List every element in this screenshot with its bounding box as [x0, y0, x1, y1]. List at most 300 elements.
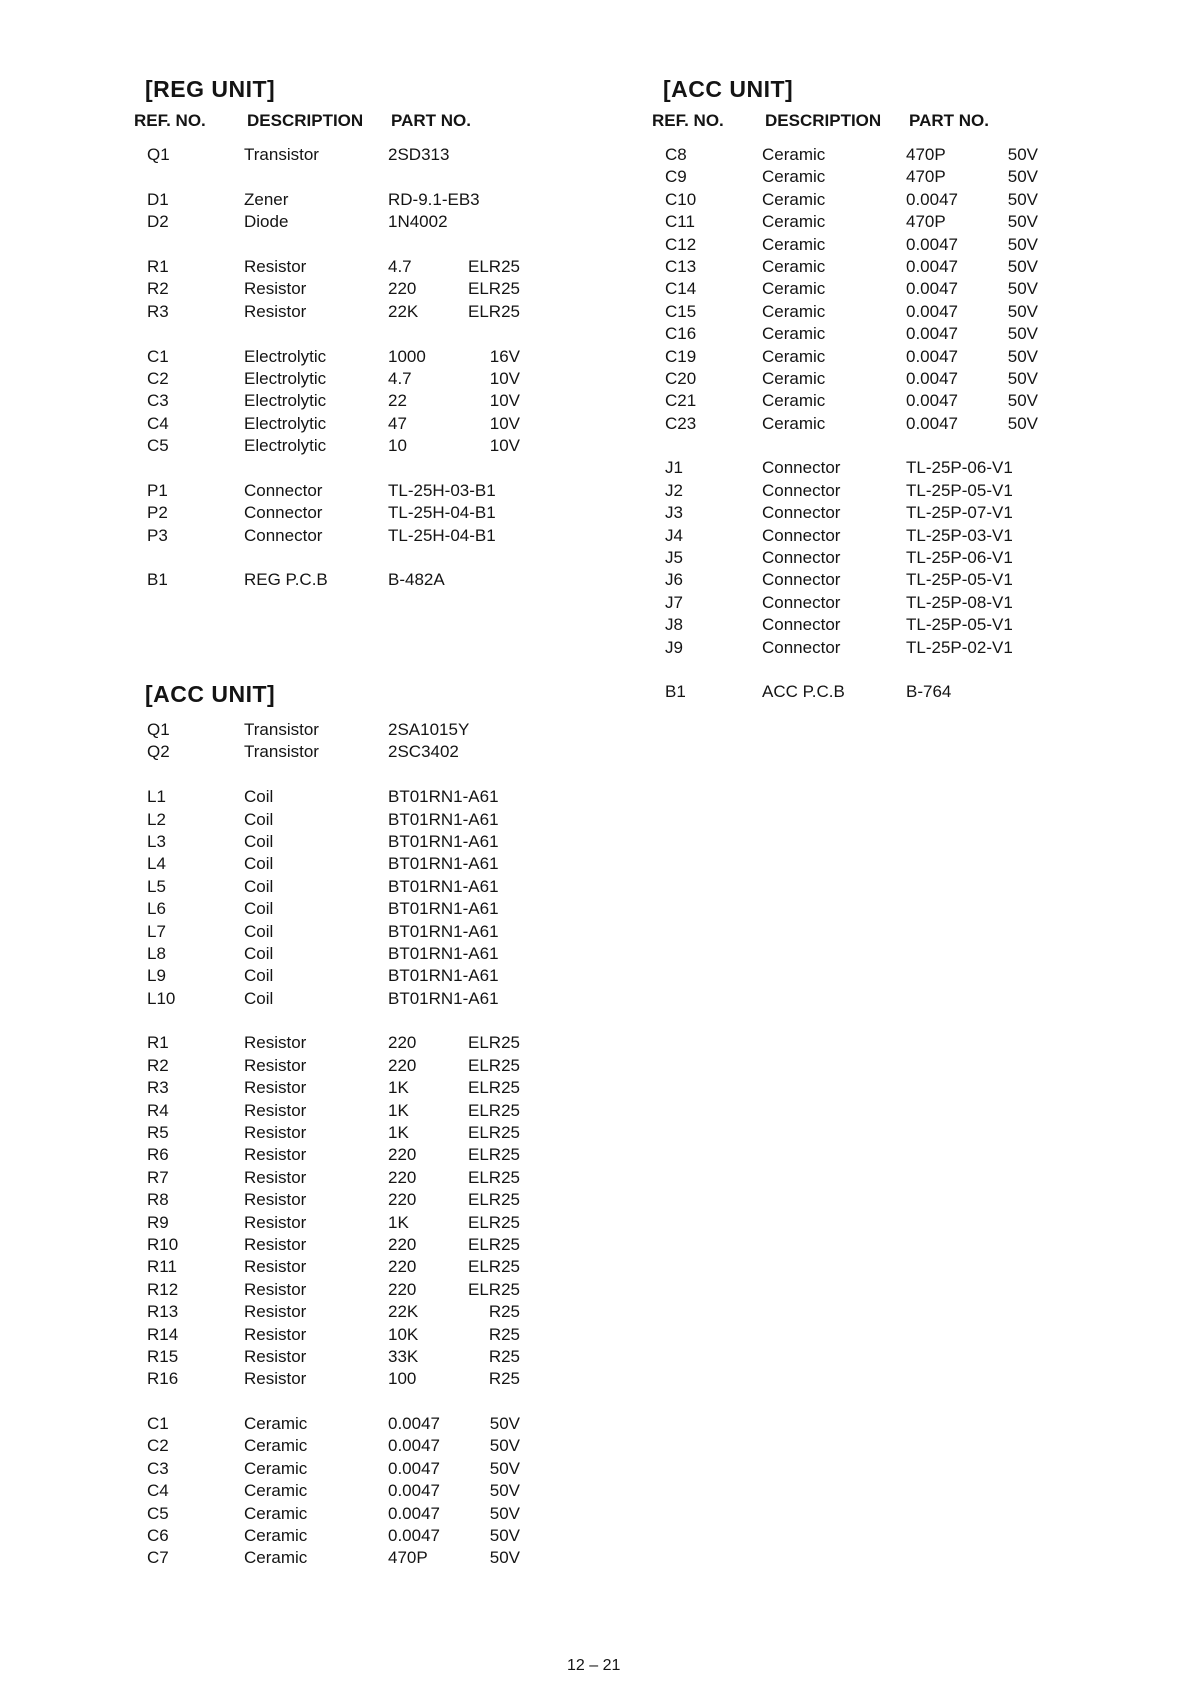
value-cell: R25	[488, 1324, 520, 1344]
part-cell: 0.0047	[388, 1481, 440, 1501]
description-cell: Ceramic	[762, 346, 826, 366]
description-cell: Resistor	[244, 1167, 307, 1187]
ref-cell: C3	[147, 1458, 169, 1478]
value-cell: 50V	[1007, 391, 1038, 411]
table-row	[663, 390, 1103, 412]
part-cell: BT01RN1-A61	[388, 966, 499, 986]
part-cell: TL-25P-03-V1	[906, 525, 1013, 545]
table-row	[663, 614, 1103, 636]
table-row	[145, 943, 585, 965]
part-cell: 100	[388, 1369, 417, 1389]
part-cell: 10K	[388, 1324, 419, 1344]
table-row	[145, 144, 585, 166]
part-cell: 1K	[388, 1078, 409, 1098]
part-cell: 220	[388, 1167, 417, 1187]
part-cell: 1K	[388, 1100, 409, 1120]
value-cell	[978, 637, 1038, 659]
value-cell: ELR25	[468, 1167, 520, 1187]
description-cell: Connector	[762, 525, 841, 545]
value-cell	[460, 719, 520, 741]
description-cell: Transistor	[244, 719, 319, 739]
ref-cell: J3	[665, 503, 683, 523]
part-cell: B-482A	[388, 570, 445, 590]
value-cell: R25	[488, 1302, 520, 1322]
ref-cell: Q1	[147, 145, 170, 164]
table-row	[145, 1167, 585, 1189]
value-cell: 50V	[1007, 256, 1038, 276]
description-cell: Ceramic	[762, 189, 826, 209]
ref-cell: L7	[147, 921, 166, 941]
description-cell: Resistor	[244, 1123, 307, 1143]
part-cell: BT01RN1-A61	[388, 854, 499, 874]
ref-cell: C23	[665, 413, 697, 433]
part-cell: 0.0047	[388, 1503, 440, 1523]
table-row	[145, 876, 585, 898]
description-cell: Ceramic	[244, 1436, 308, 1456]
ref-cell: R16	[147, 1369, 179, 1389]
value-cell: 10V	[489, 413, 520, 433]
ref-cell: J5	[665, 548, 683, 568]
ref-cell: C4	[147, 413, 169, 433]
value-cell: 50V	[1007, 346, 1038, 366]
part-cell: 0.0047	[388, 1526, 440, 1546]
description-cell: Ceramic	[244, 1458, 308, 1478]
part-cell: TL-25P-05-V1	[906, 615, 1013, 635]
row-spacer	[145, 166, 585, 188]
table-row	[145, 1100, 585, 1122]
ref-cell: R2	[147, 279, 169, 299]
table-row	[145, 921, 585, 943]
value-cell	[978, 457, 1038, 479]
value-cell	[460, 480, 520, 502]
description-cell: Resistor	[244, 1346, 307, 1366]
ref-cell: R3	[147, 301, 169, 321]
table-row	[145, 1525, 585, 1547]
table-row	[663, 278, 1103, 300]
reg-unit-headers	[134, 106, 585, 136]
ref-cell: R7	[147, 1167, 169, 1187]
part-cell: 0.0047	[388, 1458, 440, 1478]
description-cell: Electrolytic	[244, 436, 327, 456]
description-cell: Ceramic	[244, 1526, 308, 1546]
description-cell: Resistor	[244, 1190, 307, 1210]
part-cell: BT01RN1-A61	[388, 831, 499, 851]
part-cell: 0.0047	[388, 1414, 440, 1434]
value-cell	[460, 502, 520, 524]
row-spacer	[663, 659, 1103, 681]
value-cell: 50V	[489, 1458, 520, 1478]
ref-cell: J7	[665, 592, 683, 612]
part-cell: 0.0047	[906, 368, 958, 388]
table-row	[663, 457, 1103, 479]
table-row	[145, 480, 585, 502]
table-row	[145, 301, 585, 323]
ref-cell: R2	[147, 1055, 169, 1075]
ref-cell: C15	[665, 301, 697, 321]
description-cell: Resistor	[244, 1302, 307, 1322]
value-cell: 50V	[1007, 301, 1038, 321]
table-row	[145, 502, 585, 524]
description-cell: Diode	[244, 212, 289, 232]
part-cell: 4.7	[388, 256, 412, 276]
part-cell: BT01RN1-A61	[388, 921, 499, 941]
table-row	[663, 256, 1103, 278]
description-cell: Ceramic	[244, 1481, 308, 1501]
table-row	[663, 592, 1103, 614]
part-cell: TL-25P-06-V1	[906, 548, 1013, 568]
row-spacer	[663, 435, 1103, 457]
header-part: PART NO.	[391, 111, 471, 130]
table-row	[663, 480, 1103, 502]
description-cell: Coil	[244, 809, 274, 829]
value-cell: ELR25	[468, 1234, 520, 1254]
table-row	[663, 368, 1103, 390]
table-row	[145, 1368, 585, 1390]
value-cell	[460, 876, 520, 898]
acc-unit-title-right: [ACC UNIT]	[663, 76, 794, 102]
ref-cell: C12	[665, 234, 697, 254]
table-row	[145, 853, 585, 875]
value-cell: ELR25	[468, 1100, 520, 1120]
description-cell: Ceramic	[762, 391, 826, 411]
ref-cell: R12	[147, 1279, 179, 1299]
table-row	[145, 413, 585, 435]
ref-cell: R10	[147, 1234, 179, 1254]
description-cell: Resistor	[244, 1212, 307, 1232]
header-description: DESCRIPTION	[247, 111, 364, 130]
value-cell: ELR25	[468, 1078, 520, 1098]
ref-cell: C21	[665, 391, 697, 411]
ref-cell: J1	[665, 458, 683, 478]
ref-cell: C19	[665, 346, 697, 366]
description-cell: Connector	[762, 480, 841, 500]
description-cell: Ceramic	[762, 234, 826, 254]
table-row	[145, 1413, 585, 1435]
ref-cell: R1	[147, 256, 169, 276]
ref-cell: J4	[665, 525, 683, 545]
part-cell: BT01RN1-A61	[388, 787, 499, 807]
description-cell: Transistor	[244, 145, 319, 164]
ref-cell: Q2	[147, 742, 170, 762]
ref-cell: R13	[147, 1302, 179, 1322]
value-cell	[978, 569, 1038, 591]
ref-cell: J6	[665, 570, 683, 590]
part-cell: 1N4002	[388, 212, 448, 232]
part-cell: RD-9.1-EB3	[388, 189, 480, 209]
value-cell: ELR25	[468, 1145, 520, 1165]
table-row	[145, 1032, 585, 1054]
part-cell: 0.0047	[906, 413, 958, 433]
description-cell: Resistor	[244, 1369, 307, 1389]
value-cell	[460, 898, 520, 920]
table-row	[145, 988, 585, 1010]
value-cell: 50V	[489, 1503, 520, 1523]
table-row	[145, 346, 585, 368]
ref-cell: R9	[147, 1212, 169, 1232]
header-part: PART NO.	[909, 111, 989, 130]
value-cell: 50V	[1007, 234, 1038, 254]
part-cell: 0.0047	[906, 256, 958, 276]
part-cell: 0.0047	[906, 391, 958, 411]
ref-cell: C10	[665, 189, 697, 209]
row-spacer	[145, 764, 585, 786]
reg-unit-title: [REG UNIT]	[145, 76, 276, 102]
description-cell: Coil	[244, 988, 274, 1008]
value-cell: 10V	[489, 368, 520, 388]
description-cell: Resistor	[244, 1100, 307, 1120]
value-cell: 50V	[1007, 189, 1038, 209]
table-row	[145, 831, 585, 853]
ref-cell: B1	[147, 570, 168, 590]
description-cell: Resistor	[244, 1324, 307, 1344]
table-row	[663, 637, 1103, 659]
table-row	[663, 211, 1103, 233]
description-cell: Coil	[244, 831, 274, 851]
value-cell: 50V	[489, 1481, 520, 1501]
value-cell: 50V	[1007, 324, 1038, 344]
value-cell: 50V	[1007, 368, 1038, 388]
value-cell	[460, 211, 520, 233]
table-row	[145, 1189, 585, 1211]
value-cell	[460, 921, 520, 943]
ref-cell: P2	[147, 503, 168, 523]
description-cell: Connector	[762, 570, 841, 590]
description-cell: Resistor	[244, 256, 307, 276]
part-cell: 33K	[388, 1346, 419, 1366]
description-cell: Resistor	[244, 1055, 307, 1075]
part-cell: 0.0047	[906, 189, 958, 209]
value-cell	[460, 569, 520, 591]
value-cell: ELR25	[468, 301, 520, 321]
ref-cell: R1	[147, 1033, 169, 1053]
table-row	[145, 525, 585, 547]
ref-cell: C6	[147, 1526, 169, 1546]
table-row	[145, 1234, 585, 1256]
value-cell	[460, 831, 520, 853]
part-cell: 220	[388, 1279, 417, 1299]
ref-cell: J2	[665, 480, 683, 500]
table-row	[145, 719, 585, 741]
value-cell	[460, 786, 520, 808]
description-cell: Ceramic	[762, 167, 826, 187]
description-cell: Coil	[244, 899, 274, 919]
ref-cell: R11	[147, 1257, 177, 1277]
value-cell: ELR25	[468, 1190, 520, 1210]
value-cell: ELR25	[468, 1257, 520, 1277]
part-cell: TL-25P-08-V1	[906, 592, 1013, 612]
description-cell: Ceramic	[762, 256, 826, 276]
description-cell: Connector	[762, 637, 841, 657]
value-cell	[978, 592, 1038, 614]
description-cell: Coil	[244, 921, 274, 941]
value-cell: 50V	[489, 1526, 520, 1546]
description-cell: Resistor	[244, 1234, 307, 1254]
description-cell: Connector	[244, 503, 323, 523]
right-column	[652, 72, 1103, 704]
ref-cell: C8	[665, 145, 687, 164]
table-row	[145, 1346, 585, 1368]
part-cell: TL-25P-05-V1	[906, 480, 1013, 500]
value-cell: 50V	[1007, 279, 1038, 299]
table-row	[145, 786, 585, 808]
table-row	[145, 211, 585, 233]
value-cell: ELR25	[468, 1123, 520, 1143]
table-row	[663, 681, 1103, 703]
part-cell: 22K	[388, 301, 419, 321]
description-cell: Connector	[762, 458, 841, 478]
value-cell	[460, 943, 520, 965]
value-cell	[978, 547, 1038, 569]
description-cell: Coil	[244, 943, 274, 963]
table-row	[145, 1144, 585, 1166]
ref-cell: C5	[147, 436, 169, 456]
description-cell: Coil	[244, 854, 274, 874]
ref-cell: D1	[147, 189, 169, 209]
table-row	[145, 1324, 585, 1346]
description-cell: Connector	[762, 615, 841, 635]
part-cell: BT01RN1-A61	[388, 876, 499, 896]
description-cell: ACC P.C.B	[762, 682, 845, 702]
part-cell: 0.0047	[906, 279, 958, 299]
description-cell: Ceramic	[762, 413, 826, 433]
ref-cell: L1	[147, 787, 166, 807]
description-cell: Resistor	[244, 1257, 307, 1277]
ref-cell: R14	[147, 1324, 179, 1344]
value-cell: 10V	[489, 391, 520, 411]
ref-cell: B1	[665, 682, 686, 702]
part-cell: BT01RN1-A61	[388, 943, 499, 963]
ref-cell: R3	[147, 1078, 169, 1098]
ref-cell: C7	[147, 1548, 169, 1568]
table-row	[145, 1480, 585, 1502]
part-cell: 0.0047	[388, 1436, 440, 1456]
row-spacer	[145, 1391, 585, 1413]
description-cell: Electrolytic	[244, 413, 327, 433]
ref-cell: Q1	[147, 719, 170, 739]
part-cell: 10	[388, 436, 407, 456]
ref-cell: C14	[665, 279, 697, 299]
ref-cell: C11	[665, 212, 695, 232]
value-cell: 50V	[1007, 145, 1038, 164]
table-row	[145, 1212, 585, 1234]
value-cell: 16V	[489, 346, 520, 366]
table-row	[145, 1279, 585, 1301]
ref-cell: J9	[665, 637, 683, 657]
description-cell: Electrolytic	[244, 368, 327, 388]
value-cell: 50V	[489, 1414, 520, 1434]
part-cell: TL-25P-07-V1	[906, 503, 1013, 523]
table-row	[663, 189, 1103, 211]
description-cell: Connector	[244, 525, 323, 545]
table-row	[663, 144, 1103, 166]
description-cell: Resistor	[244, 1078, 307, 1098]
part-cell: 220	[388, 1055, 417, 1075]
description-cell: Resistor	[244, 1033, 307, 1053]
description-cell: Ceramic	[244, 1414, 308, 1434]
reg-unit-rows	[145, 144, 585, 592]
value-cell	[978, 525, 1038, 547]
part-cell: 0.0047	[906, 346, 958, 366]
part-cell: 470P	[906, 167, 946, 187]
value-cell: 50V	[1007, 212, 1038, 232]
ref-cell: C2	[147, 368, 169, 388]
description-cell: Coil	[244, 787, 274, 807]
part-cell: 220	[388, 1234, 417, 1254]
ref-cell: C9	[665, 167, 687, 187]
description-cell: Connector	[762, 548, 841, 568]
table-row	[145, 1503, 585, 1525]
ref-cell: R4	[147, 1100, 169, 1120]
part-cell: 1000	[388, 346, 426, 366]
ref-cell: C3	[147, 391, 169, 411]
ref-cell: J8	[665, 615, 683, 635]
value-cell: 50V	[489, 1548, 520, 1568]
table-row	[145, 189, 585, 211]
part-cell: TL-25P-05-V1	[906, 570, 1013, 590]
value-cell	[978, 681, 1038, 703]
description-cell: Electrolytic	[244, 346, 327, 366]
part-cell: TL-25H-03-B1	[388, 480, 496, 500]
part-cell: 1K	[388, 1212, 409, 1232]
acc-unit-left-rows	[145, 719, 585, 1570]
ref-cell: P3	[147, 525, 168, 545]
table-row	[145, 1547, 585, 1569]
part-cell: 4.7	[388, 368, 412, 388]
value-cell: 50V	[489, 1436, 520, 1456]
value-cell: ELR25	[468, 1212, 520, 1232]
header-ref: REF. NO.	[652, 111, 724, 130]
part-cell: 470P	[388, 1548, 428, 1568]
ref-cell: L5	[147, 876, 166, 896]
part-cell: 470P	[906, 145, 946, 164]
value-cell	[460, 988, 520, 1010]
value-cell: ELR25	[468, 279, 520, 299]
table-row	[145, 390, 585, 412]
part-cell: BT01RN1-A61	[388, 899, 499, 919]
value-cell	[460, 144, 520, 166]
part-cell: 0.0047	[906, 301, 958, 321]
description-cell: Resistor	[244, 1145, 307, 1165]
table-row	[145, 1301, 585, 1323]
ref-cell: C16	[665, 324, 697, 344]
part-cell: 0.0047	[906, 324, 958, 344]
value-cell	[460, 853, 520, 875]
value-cell: ELR25	[468, 1055, 520, 1075]
value-cell: 50V	[1007, 413, 1038, 433]
table-row	[145, 741, 585, 763]
ref-cell: R15	[147, 1346, 179, 1366]
part-cell: 2SA1015Y	[388, 719, 470, 739]
part-cell: 0.0047	[906, 234, 958, 254]
ref-cell: P1	[147, 480, 168, 500]
value-cell	[460, 525, 520, 547]
row-spacer	[145, 234, 585, 256]
ref-cell: C5	[147, 1503, 169, 1523]
description-cell: Connector	[244, 480, 323, 500]
description-cell: Ceramic	[762, 212, 826, 232]
table-row	[145, 435, 585, 457]
part-cell: 220	[388, 1257, 417, 1277]
table-row	[145, 569, 585, 591]
ref-cell: C20	[665, 368, 697, 388]
ref-cell: L4	[147, 854, 166, 874]
description-cell: REG P.C.B	[244, 570, 328, 590]
part-cell: 2SC3402	[388, 742, 459, 762]
ref-cell: L8	[147, 943, 166, 963]
description-cell: Transistor	[244, 742, 319, 762]
part-cell: 220	[388, 1033, 417, 1053]
table-row	[145, 965, 585, 987]
